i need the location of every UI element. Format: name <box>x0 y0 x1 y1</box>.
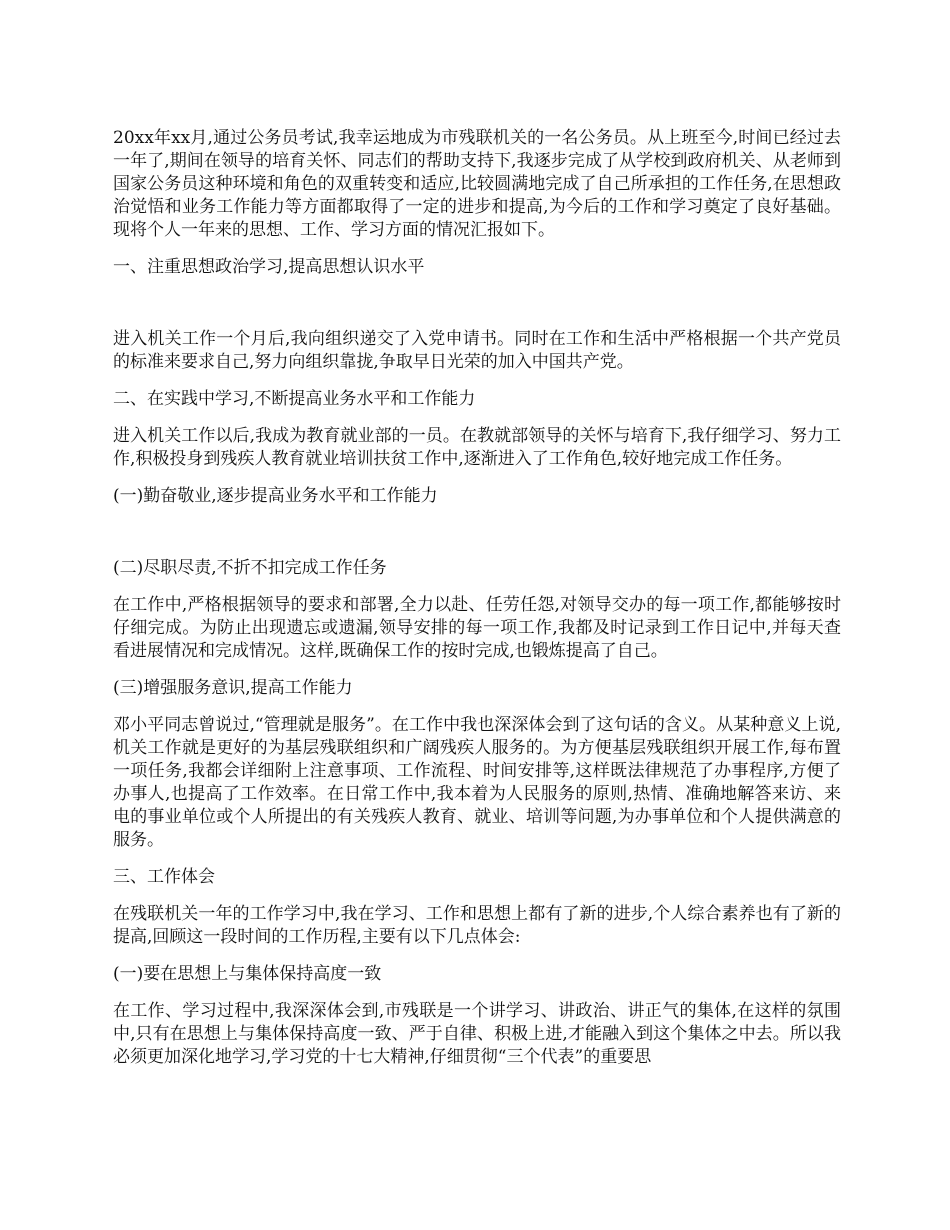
section-1-paragraph: 进入机关工作一个月后,我向组织递交了入党申请书。同时在工作和生活中严格根据一个共产党员的标准来要求自己,努力向组织靠拢,争取早日光荣的加入中国共产党。 <box>113 329 841 372</box>
section-2-subheading-1: (一)勤奋敬业,逐步提高业务水平和工作能力 <box>113 486 438 506</box>
section-2-subheading-2: (二)尽职尽责,不折不扣完成工作任务 <box>113 558 387 578</box>
section-2-heading: 二、在实践中学习,不断提高业务水平和工作能力 <box>113 389 476 409</box>
section-3-paragraph: 在残联机关一年的工作学习中,我在学习、工作和思想上都有了新的进步,个人综合素养也有了新的提高,回顾这一段时间的工作历程,主要有以下几点体会: <box>113 904 841 947</box>
document-body <box>113 127 841 1069</box>
section-2-sub-3-paragraph: 邓小平同志曾说过,“管理就是服务”。在工作中我也深深体会到了这句话的含义。从某种意义上说,机关工作就是更好的为基层残联组织和广阔残疾人服务的。为方便基层残联组织开展工作,每布置一项任务,我都会详细附上注意事项、工作流程、时间安排等,这样既法律规范了办事程序,方便了办事人,也提高了工作效率。在日常工作中,我本着为人民服务的原则,热情、准确地解答来访、来电的事业单位或个人所提出的有关残疾人教育、就业、培训等问题,为办事单位和个人提供满意的服务。 <box>113 715 841 850</box>
section-2-paragraph: 进入机关工作以后,我成为教育就业部的一员。在教就部领导的关怀与培育下,我仔细学习、努力工作,积极投身到残疾人教育就业培训扶贫工作中,逐渐进入了工作角色,较好地完成工作任务。 <box>113 426 841 469</box>
section-2-subheading-3: (三)增强服务意识,提高工作能力 <box>113 678 353 698</box>
section-1-heading: 一、注重思想政治学习,提高思想认识水平 <box>113 257 425 277</box>
section-3-sub-1-paragraph: 在工作、学习过程中,我深深体会到,市残联是一个讲学习、讲政治、讲正气的集体,在这样的氛围中,只有在思想上与集体保持高度一致、严于自律、积极上进,才能融入到这个集体之中去。所以我必须更加深化地学习,学习党的十七大精神,仔细贯彻“三个代表”的重要思 <box>113 1001 841 1067</box>
section-2-sub-2-paragraph: 在工作中,严格根据领导的要求和部署,全力以赴、任劳任怨,对领导交办的每一项工作,都能够按时仔细完成。为防止出现遗忘或遗漏,领导安排的每一项工作,我都及时记录到工作日记中,并每天查看进展情况和完成情况。这样,既确保工作的按时完成,也锻炼提高了自己。 <box>113 595 841 661</box>
intro-paragraph: 20xx年xx月,通过公务员考试,我幸运地成为市残联机关的一名公务员。从上班至今,时间已经过去一年了,期间在领导的培育关怀、同志们的帮助支持下,我逐步完成了从学校到政府机关、从老师到国家公务员这种环境和角色的双重转变和适应,比较圆满地完成了自己所承担的工作任务,在思想政治觉悟和业务工作能力等方面都取得了一定的进步和提高,为今后的工作和学习奠定了良好基础。现将个人一年来的思想、工作、学习方面的情况汇报如下。 <box>113 128 841 240</box>
section-3-heading: 三、工作体会 <box>113 867 215 887</box>
section-3-subheading-1: (一)要在思想上与集体保持高度一致 <box>113 964 382 984</box>
